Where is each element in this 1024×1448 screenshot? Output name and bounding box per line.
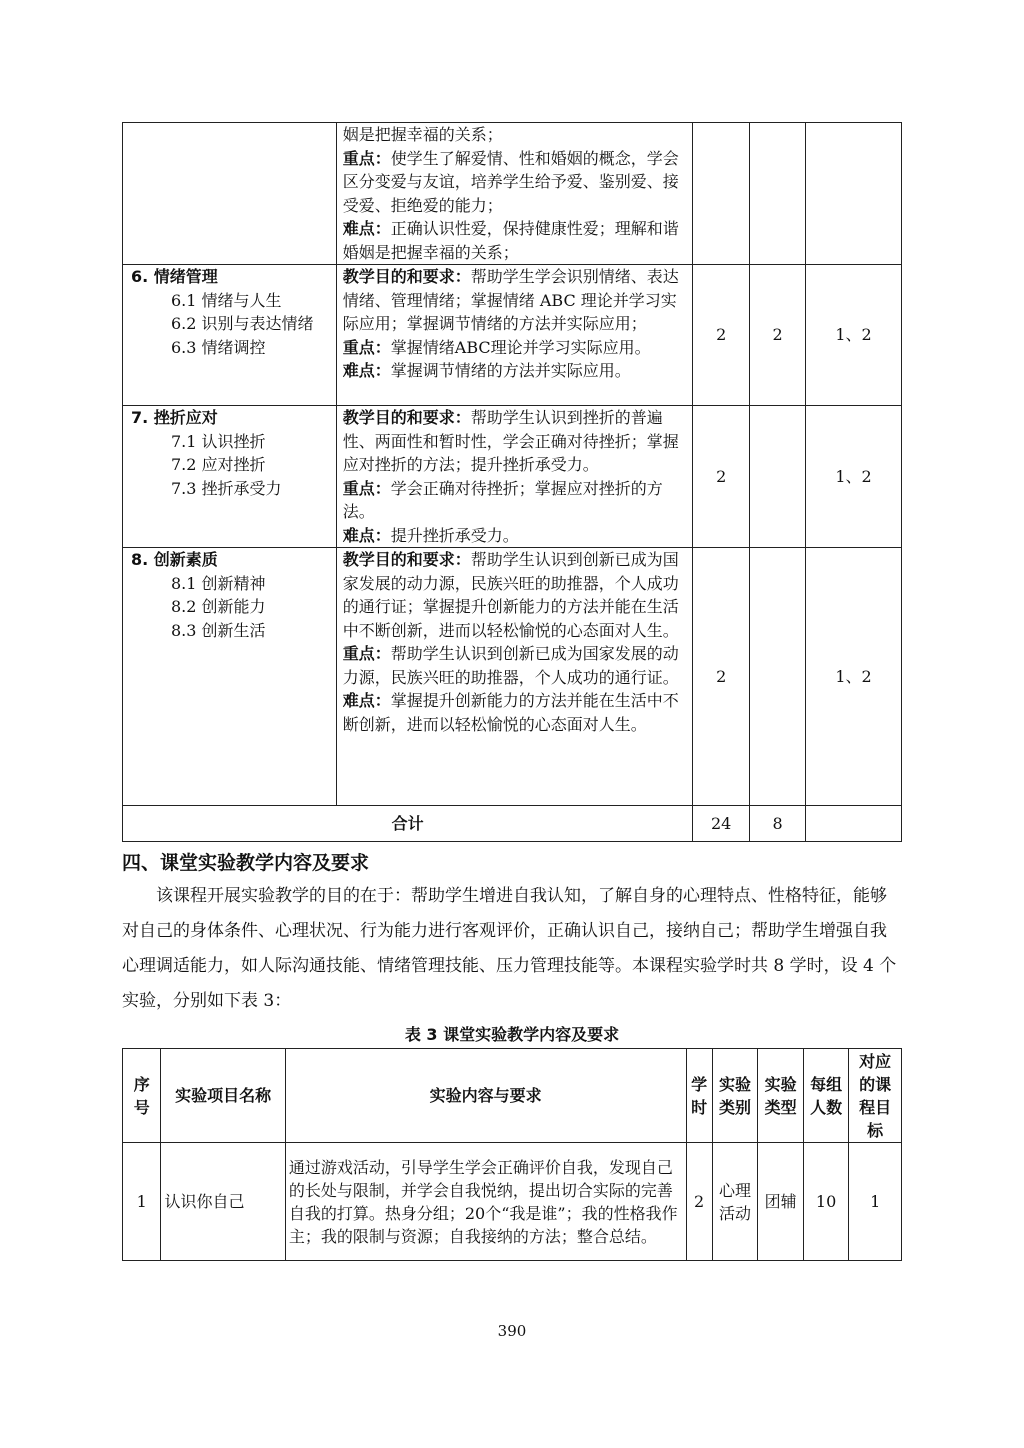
goal-label: 教学目的和要求： [342, 550, 471, 569]
total-objective-cell [806, 806, 902, 842]
cell-hours: 2 [686, 1143, 712, 1261]
subtopic-item: 8.3 创新生活 [171, 620, 266, 640]
topic-title: 创新素质 [153, 550, 218, 569]
cell-content: 通过游戏活动，引导学生学会正确评价自我，发现自己的长处与限制，并学会自我悦纳，提出切合实际的完善自我的打算。热身分组；20个“我是谁”；我的性格我作主；我的限制与资源；自我接纳的方法；整合总结。 [285, 1143, 686, 1261]
topic-title: 情绪管理 [153, 267, 218, 286]
cell-name: 认识你自己 [161, 1143, 285, 1261]
goal-label: 教学目的和要求： [342, 267, 471, 286]
hours-cell: 2 [693, 548, 750, 806]
header-category: 实验类别 [712, 1049, 758, 1143]
section-heading: 四、课堂实验教学内容及要求 [122, 852, 370, 874]
key-point-text: 使学生了解爱情、性和婚姻的概念，学会区分变爱与友谊，培养学生给予爱、鉴别爱、接受爱、拒绝爱的能力； [342, 148, 679, 215]
total-lab-hours: 8 [750, 806, 806, 842]
topic-cell [123, 548, 337, 806]
lab-hours-cell [750, 406, 806, 548]
course-content-table [122, 122, 902, 842]
total-label: 合计 [123, 806, 693, 842]
difficulty-label: 难点： [342, 525, 391, 545]
goal-text: 帮助学生认识到创新已成为国家发展的动力源，民族兴旺的助推器，个人成功的通行证；掌握提升创新能力的方法并能在生活中不断创新，进而以轻松愉悦的心态面对人生。 [342, 550, 679, 640]
subtopic-item: 7.3 挫折承受力 [171, 478, 282, 498]
topic-cell [123, 123, 337, 265]
objective-cell: 1、2 [806, 265, 902, 406]
subtopic-item: 7.2 应对挫折 [171, 455, 266, 474]
requirement-cell [336, 406, 692, 548]
hours-cell: 2 [693, 265, 750, 406]
header-objective: 对应的课程目标 [849, 1049, 902, 1143]
subtopic-item: 7.1 认识挫折 [171, 431, 266, 451]
cell-category: 心理活动 [712, 1143, 758, 1261]
subtopic-item: 8.1 创新精神 [171, 573, 266, 593]
table-row [123, 406, 902, 548]
difficulty-text: 提升挫折承受力。 [390, 525, 519, 545]
subtopic-item: 8.2 创新能力 [171, 597, 266, 616]
difficulty-text: 掌握提升创新能力的方法并能在生活中不断创新，进而以轻松愉悦的心态面对人生。 [342, 691, 679, 734]
topic-cell [123, 406, 337, 548]
difficulty-text: 正确认识性爱，保持健康性爱；理解和谐婚姻是把握幸福的关系； [342, 219, 679, 262]
cell-objective: 1 [849, 1143, 902, 1261]
difficulty-label: 难点： [342, 219, 391, 238]
cell-group: 10 [803, 1143, 849, 1261]
objective-cell [806, 123, 902, 265]
lab-hours-cell: 2 [750, 265, 806, 406]
table-row [123, 1143, 902, 1261]
header-type: 实验类型 [758, 1049, 804, 1143]
key-point-text: 掌握情绪ABC理论并学习实际应用。 [390, 337, 651, 357]
topic-cell [123, 265, 337, 406]
requirement-cell [336, 123, 692, 265]
goal-text: 帮助学生学会识别情绪、表达情绪、管理情绪；掌握情绪 ABC 理论并学习实际应用；掌握调节情绪的方法并实际应用； [342, 267, 679, 333]
cell-seq: 1 [123, 1143, 161, 1261]
difficulty-text: 掌握调节情绪的方法并实际应用。 [390, 361, 631, 380]
section-paragraph: 该课程开展实验教学的目的在于：帮助学生增进自我认知，了解自身的心理特点、性格特征，能够对自己的身体条件、心理状况、行为能力进行客观评价，正确认识自己，接纳自己；帮助学生增强自我心理调适能力，如人际沟通技能、情绪管理技能、压力管理技能等。本课程实验学时共 8 学时，设 4 个实验，分别如下表 3： [122, 886, 897, 1011]
difficulty-label: 难点： [342, 361, 391, 380]
header-seq: 序号 [123, 1049, 161, 1143]
goal-label: 教学目的和要求： [342, 408, 471, 427]
requirement-cell [336, 548, 692, 806]
subtopic-item: 6.1 情绪与人生 [171, 290, 282, 310]
header-name: 实验项目名称 [161, 1049, 285, 1143]
objective-cell: 1、2 [806, 548, 902, 806]
topic-number: 6. [131, 267, 149, 286]
page-number: 390 [497, 1322, 527, 1340]
header-hours: 学时 [686, 1049, 712, 1143]
subtopic-item: 6.2 识别与表达情绪 [171, 314, 314, 333]
table-row [123, 123, 902, 265]
hours-cell: 2 [693, 406, 750, 548]
key-point-label: 重点： [342, 644, 391, 663]
requirement-cell [336, 265, 692, 406]
lab-hours-cell [750, 548, 806, 806]
lab-hours-cell [750, 123, 806, 265]
table-caption: 表 3 课堂实验教学内容及要求 [404, 1025, 620, 1044]
table-row [123, 548, 902, 806]
requirement-line: 姻是把握幸福的关系； [342, 125, 503, 144]
key-point-label: 重点： [342, 478, 391, 498]
difficulty-label: 难点： [342, 691, 391, 710]
key-point-text: 学会正确对待挫折；掌握应对挫折的方法。 [342, 478, 663, 521]
experiment-table [122, 1048, 902, 1261]
total-row [123, 806, 902, 842]
subtopic-item: 6.3 情绪调控 [171, 337, 266, 357]
total-hours: 24 [693, 806, 750, 842]
key-point-label: 重点： [342, 148, 391, 168]
table-row [123, 265, 902, 406]
header-content: 实验内容与要求 [285, 1049, 686, 1143]
topic-number: 8. [131, 550, 149, 569]
header-group: 每组人数 [803, 1049, 849, 1143]
goal-text: 帮助学生认识到挫折的普遍性、两面性和暂时性，学会正确对待挫折；掌握应对挫折的方法；提升挫折承受力。 [342, 408, 679, 474]
key-point-text: 帮助学生认识到创新已成为国家发展的动力源，民族兴旺的助推器，个人成功的通行证。 [342, 644, 679, 687]
table-header-row [123, 1049, 902, 1143]
key-point-label: 重点： [342, 337, 391, 357]
topic-number: 7. [131, 408, 149, 427]
objective-cell: 1、2 [806, 406, 902, 548]
hours-cell [693, 123, 750, 265]
cell-type: 团辅 [758, 1143, 804, 1261]
topic-title: 挫折应对 [153, 408, 218, 427]
